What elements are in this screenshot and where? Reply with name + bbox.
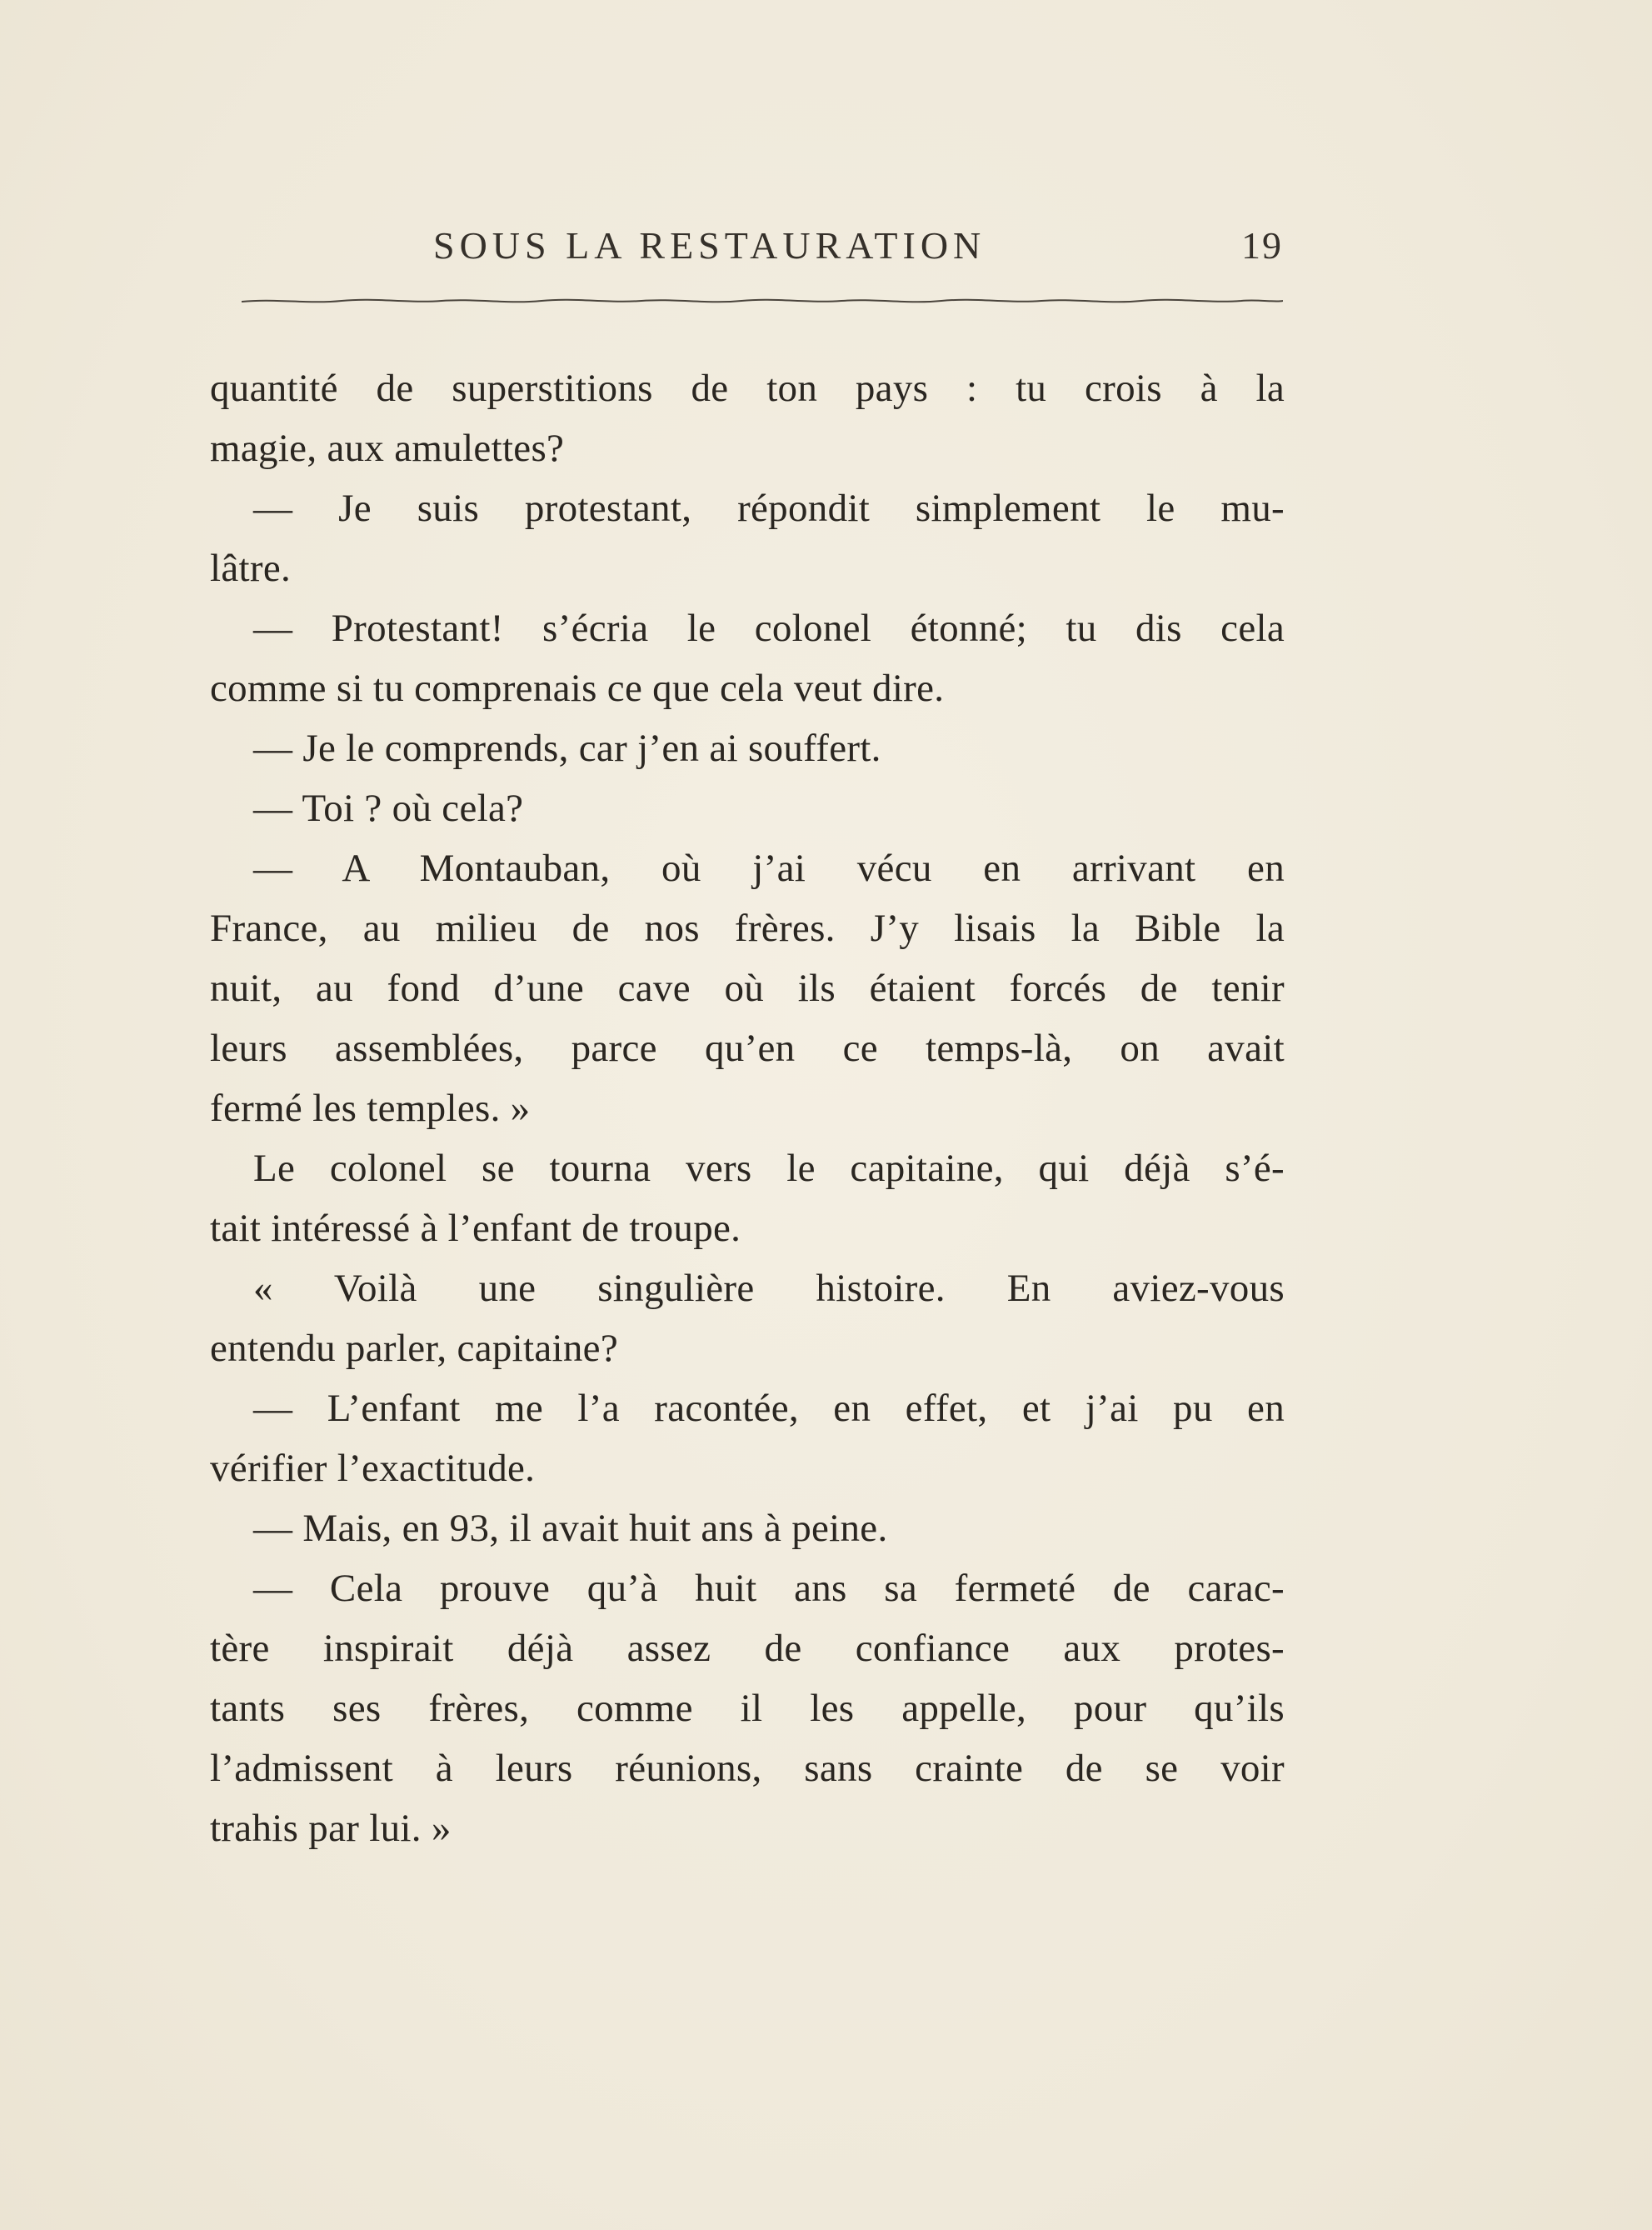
text-line: vérifier l’exactitude. bbox=[210, 1447, 536, 1490]
text-line: tère inspirait déjà assez de confiance aux protes- bbox=[210, 1627, 1285, 1670]
text-line: comme si tu comprenais ce que cela veut dire. bbox=[210, 667, 945, 710]
text-line: — L’enfant me l’a racontée, en effet, et j’ai pu en bbox=[253, 1387, 1285, 1430]
text-line: quantité de superstitions de ton pays : tu crois à la bbox=[210, 367, 1285, 410]
text-line: nuit, au fond d’une cave où ils étaient forcés de tenir bbox=[210, 967, 1285, 1010]
text-line: Le colonel se tourna vers le capitaine, qui déjà s’é- bbox=[253, 1147, 1285, 1190]
text-line: trahis par lui. » bbox=[210, 1807, 452, 1850]
text-line: — Je le comprends, car j’en ai souffert. bbox=[253, 727, 881, 770]
header-rule bbox=[242, 296, 1283, 306]
running-title: SOUS LA RESTAURATION bbox=[433, 224, 986, 267]
text-line: entendu parler, capitaine? bbox=[210, 1327, 619, 1370]
text-line: leurs assemblées, parce qu’en ce temps-là, on avait bbox=[210, 1027, 1285, 1070]
header-rule-line bbox=[242, 300, 1283, 302]
text-line: fermé les temples. » bbox=[210, 1087, 531, 1130]
text-line: — Cela prouve qu’à huit ans sa fermeté de carac- bbox=[253, 1567, 1285, 1610]
text-line: — A Montauban, où j’ai vécu en arrivant en bbox=[253, 847, 1285, 890]
text-line: « Voilà une singulière histoire. En aviez-vous bbox=[253, 1267, 1285, 1310]
body-text bbox=[210, 358, 1285, 1858]
text-line: — Toi ? où cela? bbox=[253, 787, 524, 830]
text-line: lâtre. bbox=[210, 547, 292, 590]
text-line: — Protestant! s’écria le colonel étonné; tu dis cela bbox=[253, 607, 1285, 650]
text-line: — Mais, en 93, il avait huit ans à peine. bbox=[253, 1507, 888, 1550]
page-number: 19 bbox=[1241, 224, 1283, 267]
text-line: tait intéressé à l’enfant de troupe. bbox=[210, 1207, 741, 1250]
text-line: tants ses frères, comme il les appelle, pour qu’ils bbox=[210, 1687, 1285, 1730]
text-line: magie, aux amulettes? bbox=[210, 427, 565, 470]
text-line: France, au milieu de nos frères. J’y lisais la Bible la bbox=[210, 907, 1285, 950]
page-header bbox=[208, 223, 1283, 273]
text-line: — Je suis protestant, répondit simplement le mu- bbox=[253, 487, 1285, 530]
text-line: l’admissent à leurs réunions, sans crainte de se voir bbox=[210, 1747, 1285, 1790]
